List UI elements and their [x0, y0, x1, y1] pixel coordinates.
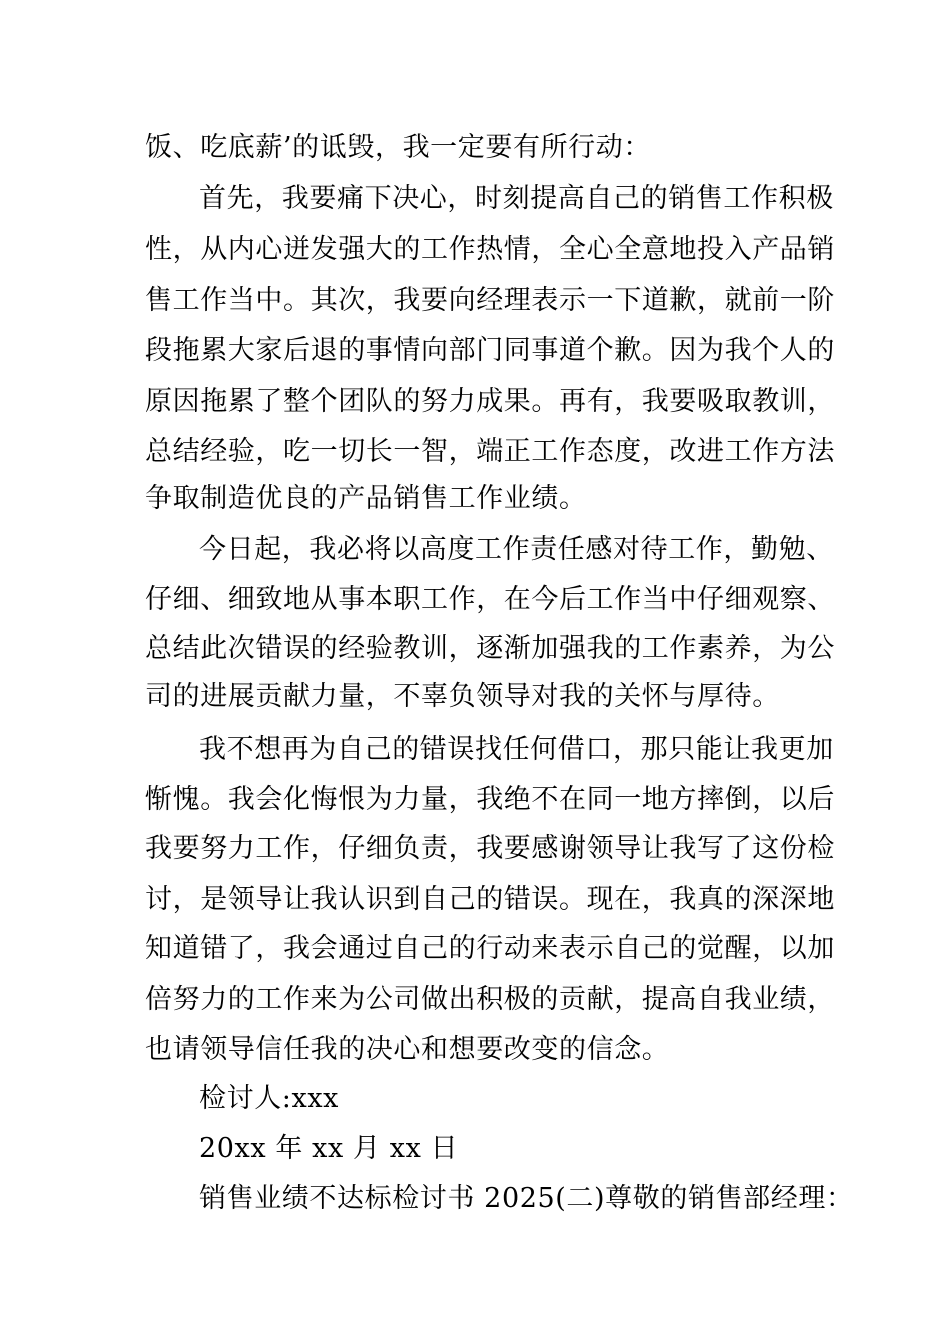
text-line: 争取制造优良的产品销售工作业绩。: [145, 483, 587, 514]
next-section-heading: 销售业绩不达标检讨书 2025(二)尊敬的销售部经理：: [199, 1183, 854, 1214]
text-line: 总结此次错误的经验教训，逐渐加强我的工作素养，为公: [145, 633, 835, 664]
text-line: 仔细、细致地从事本职工作，在今后工作当中仔细观察、: [145, 584, 835, 615]
date-line: 20xx 年 xx 月 xx 日: [199, 1133, 459, 1164]
text-line: 司的进展贡献力量，不辜负领导对我的关怀与厚待。: [145, 681, 780, 712]
text-line: 倍努力的工作来为公司做出积极的贡献，提高自我业绩，: [145, 984, 835, 1015]
paragraph-first-line: 我不想再为自己的错误找任何借口，那只能让我更加: [199, 734, 834, 765]
text-line: 性，从内心迸发强大的工作热情，全心全意地投入产品销: [145, 234, 835, 265]
text-line: 也请领导信任我的决心和想要改变的信念。: [145, 1034, 670, 1065]
text-line: 售工作当中。其次，我要向经理表示一下道歉，就前一阶: [145, 285, 835, 316]
text-line: 总结经验，吃一切长一智，端正工作态度，改进工作方法: [145, 436, 835, 467]
signature-line: 检讨人:xxx: [199, 1083, 339, 1114]
text-line: 惭愧。我会化悔恨为力量，我绝不在同一地方摔倒，以后: [145, 784, 835, 815]
text-line: 知道错了，我会通过自己的行动来表示自己的觉醒，以加: [145, 933, 835, 964]
text-line: 饭、吃底薪’的诋毁，我一定要有所行动：: [145, 132, 651, 163]
text-line: 段拖累大家后退的事情向部门同事道个歉。因为我个人的: [145, 335, 835, 366]
text-line: 讨，是领导让我认识到自己的错误。现在，我真的深深地: [145, 884, 835, 915]
text-line: 我要努力工作，仔细负责，我要感谢领导让我写了这份检: [145, 833, 835, 864]
paragraph-first-line: 首先，我要痛下决心，时刻提高自己的销售工作积极: [199, 183, 834, 214]
paragraph-first-line: 今日起，我必将以高度工作责任感对待工作，勤勉、: [199, 534, 834, 565]
text-line: 原因拖累了整个团队的努力成果。再有，我要吸取教训，: [145, 386, 835, 417]
